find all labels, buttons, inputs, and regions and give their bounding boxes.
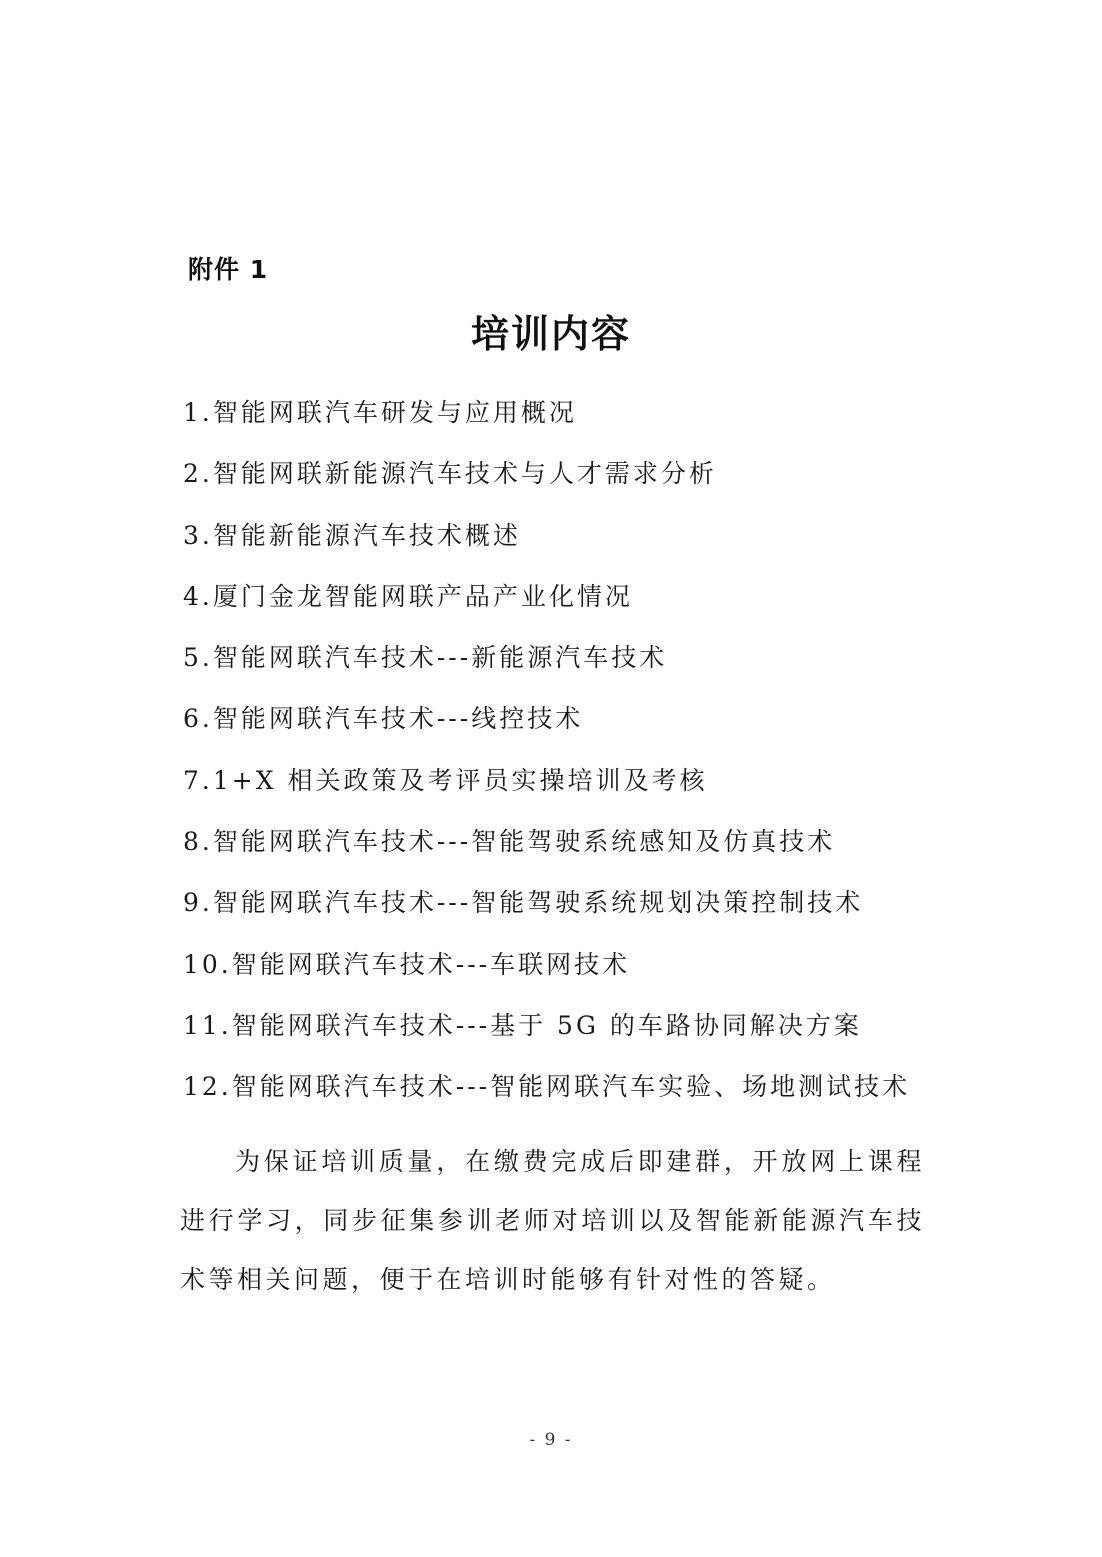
list-item: 7.1+X 相关政策及考评员实操培训及考核 [183, 765, 708, 795]
list-item: 10.智能网联汽车技术---车联网技术 [183, 949, 631, 979]
list-item: 12.智能网联汽车技术---智能网联汽车实验、场地测试技术 [183, 1072, 911, 1102]
list-item: 9.智能网联汽车技术---智能驾驶系统规划决策控制技术 [183, 888, 864, 918]
training-content-list [183, 395, 910, 1131]
list-item: 4.厦门金龙智能网联产品产业化情况 [183, 581, 633, 611]
list-item: 8.智能网联汽车技术---智能驾驶系统感知及仿真技术 [183, 827, 836, 857]
body-paragraph: 为保证培训质量，在缴费完成后即建群，开放网上课程进行学习，同步征集参训老师对培训以及智能新能源汽车技术等相关问题，便于在培训时能够有针对性的答疑。 [180, 1147, 925, 1294]
document-title: 培训内容 [470, 311, 631, 356]
list-item: 3.智能新能源汽车技术概述 [183, 520, 521, 550]
attachment-label: 附件 1 [188, 255, 269, 284]
list-item: 5.智能网联汽车技术---新能源汽车技术 [183, 643, 668, 673]
list-item: 6.智能网联汽车技术---线控技术 [183, 704, 584, 734]
page-number: - 9 - [529, 1430, 573, 1450]
list-item: 2.智能网联新能源汽车技术与人才需求分析 [183, 459, 717, 489]
list-item: 11.智能网联汽车技术---基于 5G 的车路协同解决方案 [183, 1010, 862, 1040]
list-item: 1.智能网联汽车研发与应用概况 [183, 398, 577, 427]
